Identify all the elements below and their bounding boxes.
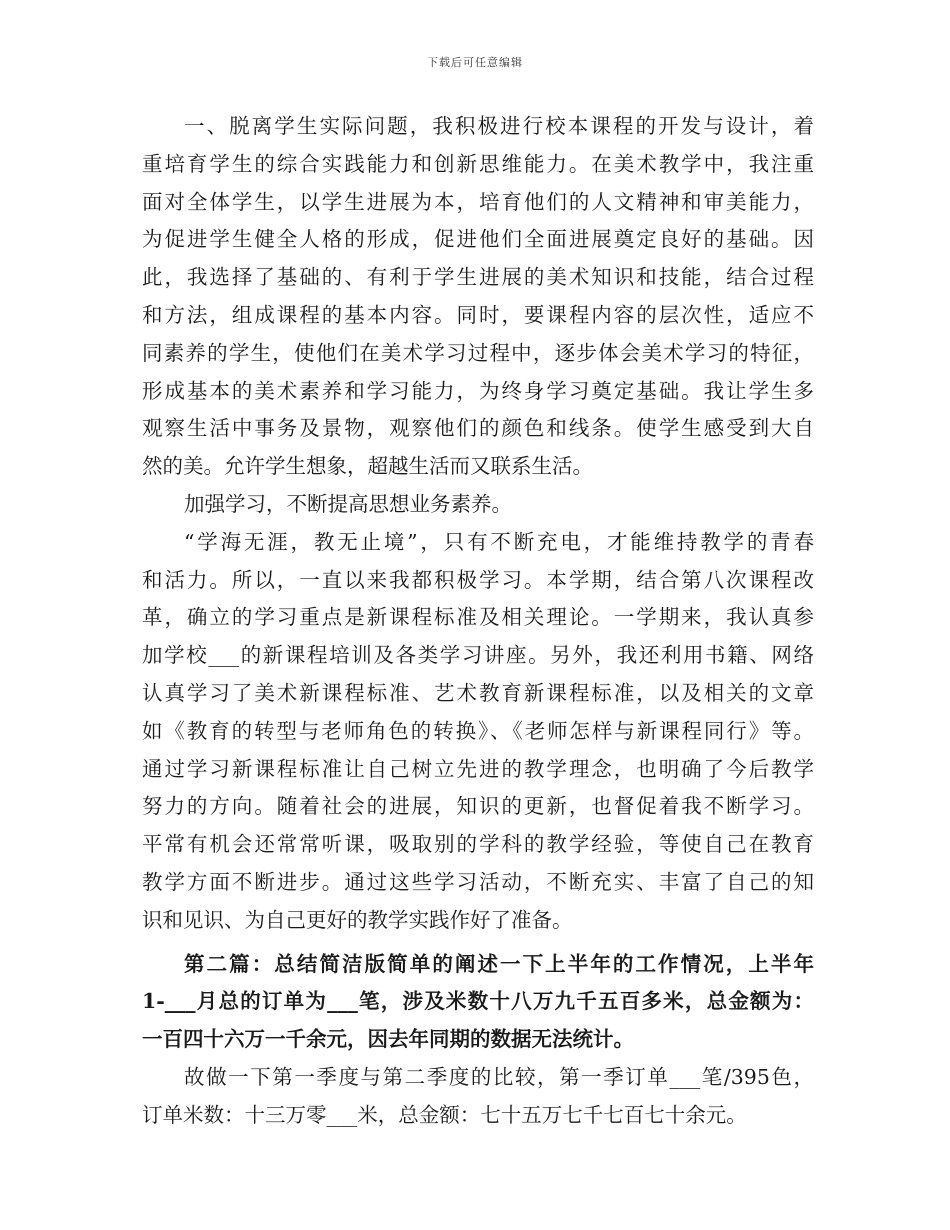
text-line: 和方法，组成课程的基本内容。同时，要课程内容的层次性，适应不 xyxy=(142,302,814,327)
document-body xyxy=(142,108,814,1135)
text-line: 形成基本的美术素养和学习能力，为终身学习奠定基础。我让学生多 xyxy=(142,378,814,403)
text-line: 革，确立的学习重点是新课程标准及相关理论。一学期来，我认真参 xyxy=(142,605,814,630)
section-heading-line: 一百四十六万一千余元，因去年同期的数据无法统计。 xyxy=(142,1027,634,1052)
text-line: 此，我选择了基础的、有利于学生进展的美术知识和技能，结合过程 xyxy=(142,265,814,290)
text-line: 同素养的学生，使他们在美术学习过程中，逐步体会美术学习的特征， xyxy=(142,340,814,365)
text-line: 为促进学生健全人格的形成，促进他们全面进展奠定良好的基础。因 xyxy=(142,227,814,252)
section-heading-line: 1-___月总的订单为___笔，涉及米数十八万九千五百多米，总金额为： xyxy=(142,989,814,1014)
text-line: 故做一下第一季度与第二季度的比较，第一季订单___笔/395色， xyxy=(184,1064,814,1089)
text-line: 教学方面不断进步。通过这些学习活动，不断充实、丰富了自己的知 xyxy=(142,869,814,894)
text-line: 观察生活中事务及景物，观察他们的颜色和线条。使学生感受到大自 xyxy=(142,416,814,441)
text-line: 加学校___的新课程培训及各类学习讲座。另外，我还利用书籍、网络 xyxy=(142,643,814,668)
text-line: 加强学习，不断提高思想业务素养。 xyxy=(184,491,512,516)
text-line: 识和见识、为自己更好的教学实践作好了准备。 xyxy=(142,907,573,932)
text-line: 面对全体学生，以学生进展为本，培育他们的人文精神和审美能力， xyxy=(142,189,814,214)
text-line: 平常有机会还常常听课，吸取别的学科的教学经验，等使自己在教育 xyxy=(142,832,814,857)
text-line: 认真学习了美术新课程标准、艺术教育新课程标准，以及相关的文章 xyxy=(142,680,814,705)
text-line: “学海无涯，教无止境”，只有不断充电，才能维持教学的青春 xyxy=(184,529,814,554)
text-line: 重培育学生的综合实践能力和创新思维能力。在美术教学中，我注重 xyxy=(142,151,814,176)
text-line: 一、脱离学生实际问题，我积极进行校本课程的开发与设计，着 xyxy=(184,114,814,138)
text-line: 订单米数：十三万零___米，总金额：七十五万七千七百七十余元。 xyxy=(142,1102,747,1127)
text-line: 通过学习新课程标准让自己树立先进的教学理念，也明确了今后教学 xyxy=(142,756,814,781)
page-header: 下载后可任意编辑 xyxy=(427,56,523,69)
text-line: 努力的方向。随着社会的进展，知识的更新，也督促着我不断学习。 xyxy=(142,794,814,819)
text-line: 和活力。所以，一直以来我都积极学习。本学期，结合第八次课程改 xyxy=(142,567,814,592)
text-line: 然的美。允许学生想象，超越生活而又联系生活。 xyxy=(142,454,593,479)
text-line: 如《教育的转型与老师角色的转换》、《老师怎样与新课程同行》等。 xyxy=(142,718,814,743)
section-heading-line: 第二篇：总结简洁版简单的阐述一下上半年的工作情况，上半年 xyxy=(184,951,814,976)
